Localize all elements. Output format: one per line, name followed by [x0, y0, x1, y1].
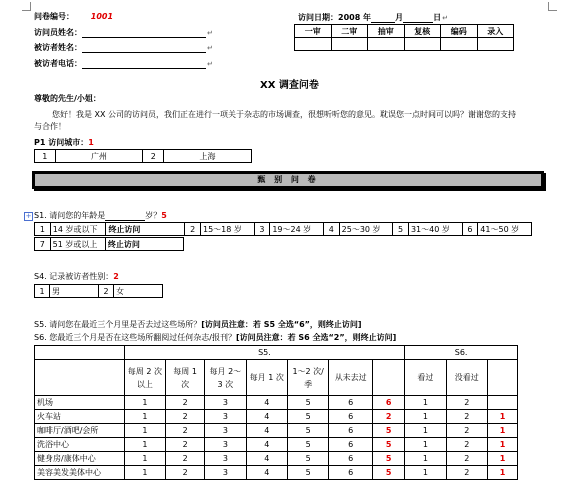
respondent-field[interactable]: [82, 44, 206, 53]
s5-option-code[interactable]: 6: [329, 410, 373, 424]
respondent-row: 被访者姓名： ↵: [34, 43, 213, 52]
s6-answer: 1: [488, 410, 518, 424]
s6-col-header: 没看过: [446, 360, 487, 396]
s5-option-code[interactable]: 4: [246, 452, 287, 466]
s5-answer: 5: [373, 424, 405, 438]
table-row: [35, 452, 518, 466]
s6-option-code[interactable]: 2: [446, 438, 487, 452]
crop-mark-tr: [548, 2, 557, 11]
day-field[interactable]: [403, 14, 433, 23]
option-code: 7: [35, 238, 51, 251]
option-code: 5: [393, 223, 409, 236]
s5-option-code[interactable]: 6: [329, 466, 373, 480]
intro-line-2: 与合作！: [34, 122, 66, 131]
s5-option-code[interactable]: 5: [287, 466, 328, 480]
s5-option-code[interactable]: 5: [287, 424, 328, 438]
terminate-label: 终止访问: [106, 223, 185, 236]
s5-question: S5. 请问您在最近三个月里是否去过这些场所？: [34, 320, 202, 329]
date-row: 访问日期：2008 年 月 日↵: [298, 13, 448, 22]
option-code: 3: [254, 223, 270, 236]
option-text[interactable]: 上海: [164, 150, 252, 163]
s1-options: [34, 222, 532, 236]
s5-option-code[interactable]: 4: [246, 396, 287, 410]
s5-answer: 5: [373, 438, 405, 452]
s4-question-row: [34, 271, 119, 282]
table-row: [35, 438, 518, 452]
s1-question-row: [34, 210, 167, 221]
s5-option-code[interactable]: 1: [124, 466, 165, 480]
questionnaire-no-row: [34, 11, 113, 22]
p1-answer: 1: [88, 138, 94, 147]
s6-option-code[interactable]: 2: [446, 410, 487, 424]
questionnaire-no-label: 问卷编号：: [34, 12, 74, 21]
month-label: 月: [395, 13, 404, 22]
s1-question: S1. 请问您的年龄是: [34, 211, 106, 220]
s5-col-header: 每周 2 次以上: [124, 360, 165, 396]
group-s6-header: S6.: [405, 346, 518, 360]
s5-option-code[interactable]: 1: [124, 396, 165, 410]
table-row: [35, 396, 518, 410]
s4-options: [34, 284, 163, 298]
s5-question-row: [34, 319, 362, 330]
p1-question: [34, 137, 94, 148]
option-code: 1: [35, 285, 50, 298]
table-move-handle-icon[interactable]: +: [25, 212, 32, 220]
s6-option-code[interactable]: 1: [405, 424, 446, 438]
s5-option-code[interactable]: 3: [205, 424, 246, 438]
s6-note: [访问员注意：若 S6 全选“2”，则终止访问]: [235, 333, 397, 342]
phone-field[interactable]: [82, 60, 206, 69]
option-text[interactable]: 25～30 岁: [339, 223, 393, 236]
s6-option-code[interactable]: 2: [446, 452, 487, 466]
s6-option-code[interactable]: 1: [405, 396, 446, 410]
s5-option-code[interactable]: 2: [166, 396, 205, 410]
date-label: 访问日期：2008 年: [298, 13, 372, 22]
s6-answer: 1: [488, 424, 518, 438]
venue-grid: [34, 345, 518, 480]
s4-answer: 2: [113, 272, 119, 281]
s5-option-code[interactable]: 3: [205, 438, 246, 452]
s5-option-code[interactable]: 6: [329, 452, 373, 466]
s5-option-code[interactable]: 5: [287, 410, 328, 424]
option-code: 4: [323, 223, 339, 236]
s5-option-code[interactable]: 2: [166, 410, 205, 424]
questionnaire-no-value: 1001: [90, 12, 114, 21]
review-cell[interactable]: [441, 38, 478, 51]
s6-answer: 1: [488, 438, 518, 452]
option-code: 1: [35, 223, 51, 236]
table-row: [35, 466, 518, 480]
venue-name: 火车站: [35, 410, 125, 424]
s5-col-header: 每月 2～3 次: [205, 360, 246, 396]
review-cell[interactable]: [331, 38, 368, 51]
s6-option-code[interactable]: 2: [446, 466, 487, 480]
s5-option-code[interactable]: 3: [205, 466, 246, 480]
review-col: 编码: [441, 25, 478, 38]
s6-answer-header: [488, 360, 518, 396]
s6-option-code[interactable]: 1: [405, 410, 446, 424]
s5-answer: 6: [373, 396, 405, 410]
page-title: XX 调查问卷: [260, 80, 319, 91]
s6-answer: [488, 396, 518, 410]
option-text[interactable]: 14 岁或以下: [50, 223, 106, 236]
s5-option-code[interactable]: 2: [166, 424, 205, 438]
option-text[interactable]: 51 岁或以上: [50, 238, 105, 251]
s5-col-header: 每周 1 次: [166, 360, 205, 396]
review-cell[interactable]: [404, 38, 441, 51]
s5-option-code[interactable]: 6: [329, 424, 373, 438]
s5-option-code[interactable]: 1: [124, 452, 165, 466]
venue-name: 洗浴中心: [35, 438, 125, 452]
s5-option-code[interactable]: 6: [329, 438, 373, 452]
terminate-label: 终止访问: [105, 238, 183, 251]
option-code: 1: [35, 150, 56, 163]
s4-question: S4. 记录被访者性别：: [34, 272, 114, 281]
option-text[interactable]: 男: [50, 285, 99, 298]
s5-option-code[interactable]: 3: [205, 452, 246, 466]
option-code: 2: [99, 285, 114, 298]
review-col: 二审: [331, 25, 368, 38]
s5-col-header: 从未去过: [329, 360, 373, 396]
s5-option-code[interactable]: 2: [166, 438, 205, 452]
option-text[interactable]: 41～50 岁: [478, 223, 532, 236]
s5-note: [访问员注意：若 S5 全选“6”，则终止访问]: [201, 320, 362, 329]
phone-label: 被访者电话：: [34, 59, 82, 68]
option-text[interactable]: 31～40 岁: [408, 223, 462, 236]
intro-line-1: 您好！我是 XX 公司的访问员，我们正在进行一项关于杂志的市场调查，很想听听您的意见。耽误您一点时间可以吗？谢谢您的支持: [52, 110, 517, 119]
crop-mark-tl: [22, 2, 31, 11]
s1-options-row2: [34, 237, 184, 251]
s6-answer: 1: [488, 466, 518, 480]
option-code: 2: [143, 150, 164, 163]
s5-option-code[interactable]: 5: [287, 396, 328, 410]
review-col: 录入: [477, 25, 514, 38]
respondent-label: 被访者姓名：: [34, 43, 82, 52]
option-text[interactable]: 广州: [55, 150, 143, 163]
grid-corner-2: [35, 360, 125, 396]
option-code: 2: [185, 223, 201, 236]
table-row: [35, 410, 518, 424]
s6-option-code[interactable]: 1: [405, 452, 446, 466]
s1-unit: 岁？: [145, 211, 162, 220]
option-text[interactable]: 15～18 岁: [200, 223, 254, 236]
review-col: 一审: [295, 25, 332, 38]
s5-option-code[interactable]: 3: [205, 396, 246, 410]
s5-option-code[interactable]: 4: [246, 438, 287, 452]
s5-answer-header: [373, 360, 405, 396]
s5-answer: 2: [373, 410, 405, 424]
grid-corner: [35, 346, 125, 360]
s5-answer: 5: [373, 466, 405, 480]
interviewer-label: 访问员姓名：: [34, 28, 82, 37]
s6-option-code[interactable]: 2: [446, 424, 487, 438]
s6-option-code[interactable]: 1: [405, 438, 446, 452]
s5-option-code[interactable]: 2: [166, 452, 205, 466]
option-text[interactable]: 19～24 岁: [270, 223, 324, 236]
s5-option-code[interactable]: 5: [287, 452, 328, 466]
s6-question-row: [34, 332, 396, 343]
venue-name: 美容美发美体中心: [35, 466, 125, 480]
month-field[interactable]: [371, 14, 395, 23]
s5-answer: 5: [373, 452, 405, 466]
option-text[interactable]: 女: [114, 285, 163, 298]
s5-col-header: 1～2 次/季: [287, 360, 328, 396]
option-code: 6: [462, 223, 478, 236]
venue-name: 咖啡厅/酒吧/会所: [35, 424, 125, 438]
s6-option-code[interactable]: 2: [446, 396, 487, 410]
p1-label: P1 访问城市：: [34, 138, 89, 147]
review-col: 复核: [404, 25, 441, 38]
group-s5-header: S5.: [124, 346, 405, 360]
s5-option-code[interactable]: 1: [124, 410, 165, 424]
s5-option-code[interactable]: 5: [287, 438, 328, 452]
greeting: 尊敬的先生/小姐：: [34, 94, 101, 103]
s5-option-code[interactable]: 4: [246, 424, 287, 438]
section-banner: 甄 别 问 卷: [32, 171, 544, 189]
review-table: [294, 24, 514, 51]
review-cell[interactable]: [477, 38, 514, 51]
s5-option-code[interactable]: 2: [166, 466, 205, 480]
review-cell[interactable]: [368, 38, 405, 51]
phone-row: 被访者电话： ↵: [34, 59, 213, 68]
venue-name: 健身房/康体中心: [35, 452, 125, 466]
day-label: 日: [433, 13, 442, 22]
table-row: [35, 424, 518, 438]
s5-option-code[interactable]: 3: [205, 410, 246, 424]
s6-answer: 1: [488, 452, 518, 466]
s5-option-code[interactable]: 1: [124, 438, 165, 452]
interviewer-field[interactable]: [82, 29, 206, 38]
p1-options: [34, 149, 252, 163]
review-col: 抽审: [368, 25, 405, 38]
s1-age-field[interactable]: [105, 212, 145, 221]
s6-col-header: 看过: [405, 360, 446, 396]
s5-option-code[interactable]: 4: [246, 410, 287, 424]
s1-answer: 5: [161, 211, 167, 220]
review-cell[interactable]: [295, 38, 332, 51]
s5-option-code[interactable]: 1: [124, 424, 165, 438]
s5-option-code[interactable]: 6: [329, 396, 373, 410]
interviewer-row: 访问员姓名： ↵: [34, 28, 213, 37]
s6-question: S6. 您最近三个月是否在这些场所翻阅过任何杂志/报刊？: [34, 333, 236, 342]
s5-option-code[interactable]: 4: [246, 466, 287, 480]
s6-option-code[interactable]: 1: [405, 466, 446, 480]
venue-name: 机场: [35, 396, 125, 410]
s5-col-header: 每月 1 次: [246, 360, 287, 396]
